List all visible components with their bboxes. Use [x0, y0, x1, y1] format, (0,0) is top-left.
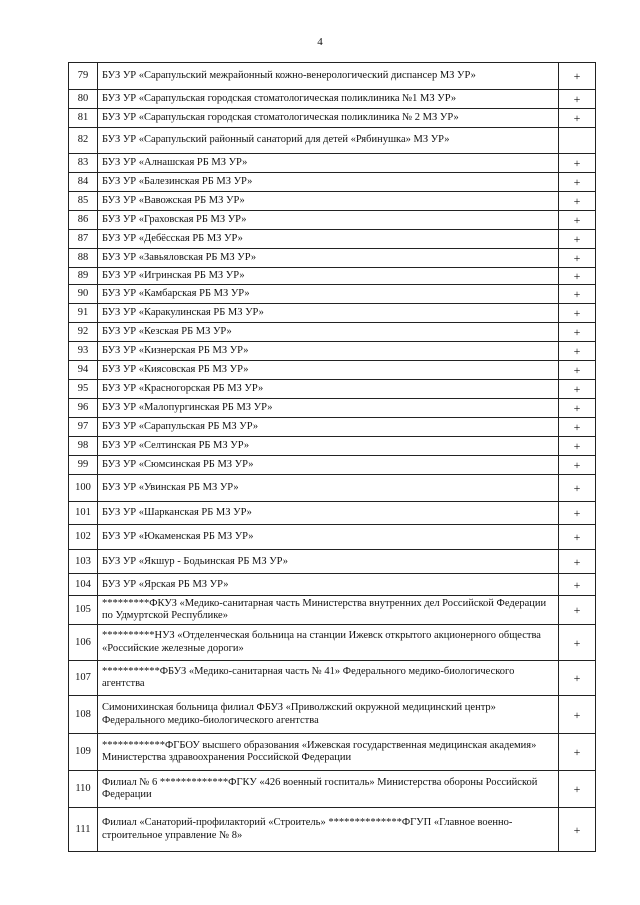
- plus-mark: +: [559, 550, 596, 574]
- institution-name: БУЗ УР «Завьяловская РБ МЗ УР»: [98, 249, 559, 268]
- plus-mark: +: [559, 596, 596, 625]
- plus-mark: +: [559, 661, 596, 696]
- row-number: 103: [69, 550, 98, 574]
- plus-mark: +: [559, 211, 596, 230]
- row-number: 109: [69, 734, 98, 771]
- institution-name: БУЗ УР «Кезская РБ МЗ УР»: [98, 323, 559, 342]
- institution-name: БУЗ УР «Камбарская РБ МЗ УР»: [98, 285, 559, 304]
- institution-name: *********ФКУЗ «Медико-санитарная часть Министерства внутренних дел Российской Федерации по Удмуртской Республике»: [98, 596, 559, 625]
- institution-name: Филиал «Санаторий-профилакторий «Строитель» **************ФГУП «Главное военно-строительное управление № 8»: [98, 808, 559, 852]
- institution-name: Симонихинская больница филиал ФБУЗ «Приволжский окружной медицинский центр» Федерального медико-биологического агентства: [98, 696, 559, 734]
- table-row: [69, 63, 596, 90]
- institution-name: БУЗ УР «Игринская РБ МЗ УР»: [98, 268, 559, 285]
- plus-mark: +: [559, 342, 596, 361]
- table-row: [69, 625, 596, 661]
- institution-name: БУЗ УР «Сарапульская городская стоматологическая поликлиника №1 МЗ УР»: [98, 90, 559, 109]
- institution-name: БУЗ УР «Алнашская РБ МЗ УР»: [98, 154, 559, 173]
- row-number: 79: [69, 63, 98, 90]
- row-number: 93: [69, 342, 98, 361]
- table-row: [69, 550, 596, 574]
- institution-name: БУЗ УР «Каракулинская РБ МЗ УР»: [98, 304, 559, 323]
- plus-mark: +: [559, 380, 596, 399]
- row-number: 101: [69, 502, 98, 525]
- institution-name: БУЗ УР «Малопургинская РБ МЗ УР»: [98, 399, 559, 418]
- plus-mark: +: [559, 249, 596, 268]
- table-row: [69, 109, 596, 128]
- institution-name: ************ФГБОУ высшего образования «Ижевская государственная медицинская академия» Министерства здравоохранения Российской Федерации: [98, 734, 559, 771]
- plus-mark: +: [559, 63, 596, 90]
- plus-mark: +: [559, 696, 596, 734]
- institution-name: **********НУЗ «Отделенческая больница на станции Ижевск открытого акционерного общества «Российские железные дороги»: [98, 625, 559, 661]
- row-number: 95: [69, 380, 98, 399]
- row-number: 87: [69, 230, 98, 249]
- plus-mark: +: [559, 154, 596, 173]
- table-row: [69, 437, 596, 456]
- row-number: 105: [69, 596, 98, 625]
- plus-mark: +: [559, 502, 596, 525]
- institution-name: БУЗ УР «Шарканская РБ МЗ УР»: [98, 502, 559, 525]
- table-row: [69, 342, 596, 361]
- row-number: 88: [69, 249, 98, 268]
- institution-name: БУЗ УР «Киясовская РБ МЗ УР»: [98, 361, 559, 380]
- table-row: [69, 323, 596, 342]
- row-number: 81: [69, 109, 98, 128]
- institution-name: БУЗ УР «Сарапульский межрайонный кожно-венерологический диспансер МЗ УР»: [98, 63, 559, 90]
- plus-mark: +: [559, 90, 596, 109]
- table-row: [69, 304, 596, 323]
- row-number: 108: [69, 696, 98, 734]
- row-number: 107: [69, 661, 98, 696]
- institution-name: БУЗ УР «Сарапульская городская стоматологическая поликлиника № 2 МЗ УР»: [98, 109, 559, 128]
- table-row: [69, 380, 596, 399]
- row-number: 83: [69, 154, 98, 173]
- institution-name: БУЗ УР «Кизнерская РБ МЗ УР»: [98, 342, 559, 361]
- row-number: 90: [69, 285, 98, 304]
- plus-mark: +: [559, 399, 596, 418]
- plus-mark: +: [559, 437, 596, 456]
- plus-mark: +: [559, 574, 596, 596]
- table-row: [69, 399, 596, 418]
- table-row: [69, 574, 596, 596]
- row-number: 104: [69, 574, 98, 596]
- institution-name: БУЗ УР «Ярская РБ МЗ УР»: [98, 574, 559, 596]
- plus-mark: +: [559, 808, 596, 852]
- row-number: 99: [69, 456, 98, 475]
- row-number: 96: [69, 399, 98, 418]
- table-row: [69, 502, 596, 525]
- row-number: 98: [69, 437, 98, 456]
- table-row: [69, 173, 596, 192]
- table-row: [69, 154, 596, 173]
- row-number: 102: [69, 525, 98, 550]
- row-number: 106: [69, 625, 98, 661]
- table-row: [69, 596, 596, 625]
- row-number: 82: [69, 128, 98, 154]
- institution-name: БУЗ УР «Селтинская РБ МЗ УР»: [98, 437, 559, 456]
- plus-mark: +: [559, 304, 596, 323]
- plus-mark: +: [559, 456, 596, 475]
- table-row: [69, 696, 596, 734]
- row-number: 84: [69, 173, 98, 192]
- institution-name: БУЗ УР «Сарапульская РБ МЗ УР»: [98, 418, 559, 437]
- row-number: 110: [69, 771, 98, 808]
- plus-mark: +: [559, 268, 596, 285]
- institution-name: БУЗ УР «Дебёсская РБ МЗ УР»: [98, 230, 559, 249]
- row-number: 94: [69, 361, 98, 380]
- institution-name: ***********ФБУЗ «Медико-санитарная часть № 41» Федерального медико-биологического агентства: [98, 661, 559, 696]
- plus-mark: +: [559, 285, 596, 304]
- table-row: [69, 211, 596, 230]
- institution-name: БУЗ УР «Вавожская РБ МЗ УР»: [98, 192, 559, 211]
- institution-name: БУЗ УР «Увинская РБ МЗ УР»: [98, 475, 559, 502]
- row-number: 92: [69, 323, 98, 342]
- institution-name: БУЗ УР «Якшур - Бодьинская РБ МЗ УР»: [98, 550, 559, 574]
- plus-mark: +: [559, 771, 596, 808]
- institution-name: БУЗ УР «Граховская РБ МЗ УР»: [98, 211, 559, 230]
- registry-table: [68, 62, 596, 852]
- page-number: 4: [317, 36, 323, 48]
- institution-name: Филиал № 6 *************ФГКУ «426 военный госпиталь» Министерства обороны Российской Федерации: [98, 771, 559, 808]
- row-number: 86: [69, 211, 98, 230]
- table-row: [69, 661, 596, 696]
- table-row: [69, 361, 596, 380]
- table-row: [69, 456, 596, 475]
- institution-name: БУЗ УР «Красногорская РБ МЗ УР»: [98, 380, 559, 399]
- plus-mark: +: [559, 625, 596, 661]
- institution-name: БУЗ УР «Сюмсинская РБ МЗ УР»: [98, 456, 559, 475]
- plus-mark: +: [559, 323, 596, 342]
- plus-mark: +: [559, 192, 596, 211]
- row-number: 97: [69, 418, 98, 437]
- row-number: 111: [69, 808, 98, 852]
- plus-mark: +: [559, 734, 596, 771]
- institution-name: БУЗ УР «Юкаменская РБ МЗ УР»: [98, 525, 559, 550]
- table-row: [69, 249, 596, 268]
- row-number: 91: [69, 304, 98, 323]
- institution-name: БУЗ УР «Балезинская РБ МЗ УР»: [98, 173, 559, 192]
- table-row: [69, 525, 596, 550]
- row-number: 100: [69, 475, 98, 502]
- registry-table-body: [69, 63, 596, 852]
- plus-mark: +: [559, 230, 596, 249]
- plus-mark: +: [559, 173, 596, 192]
- table-row: [69, 771, 596, 808]
- plus-mark: +: [559, 475, 596, 502]
- plus-mark: +: [559, 525, 596, 550]
- row-number: 89: [69, 268, 98, 285]
- table-row: [69, 475, 596, 502]
- table-row: [69, 808, 596, 852]
- row-number: 85: [69, 192, 98, 211]
- plus-mark: [559, 128, 596, 154]
- table-row: [69, 268, 596, 285]
- plus-mark: +: [559, 418, 596, 437]
- table-row: [69, 285, 596, 304]
- table-row: [69, 90, 596, 109]
- table-row: [69, 230, 596, 249]
- institution-name: БУЗ УР «Сарапульский районный санаторий для детей «Рябинушка» МЗ УР»: [98, 128, 559, 154]
- table-row: [69, 418, 596, 437]
- plus-mark: +: [559, 109, 596, 128]
- table-row: [69, 734, 596, 771]
- plus-mark: +: [559, 361, 596, 380]
- table-row: [69, 192, 596, 211]
- row-number: 80: [69, 90, 98, 109]
- table-row: [69, 128, 596, 154]
